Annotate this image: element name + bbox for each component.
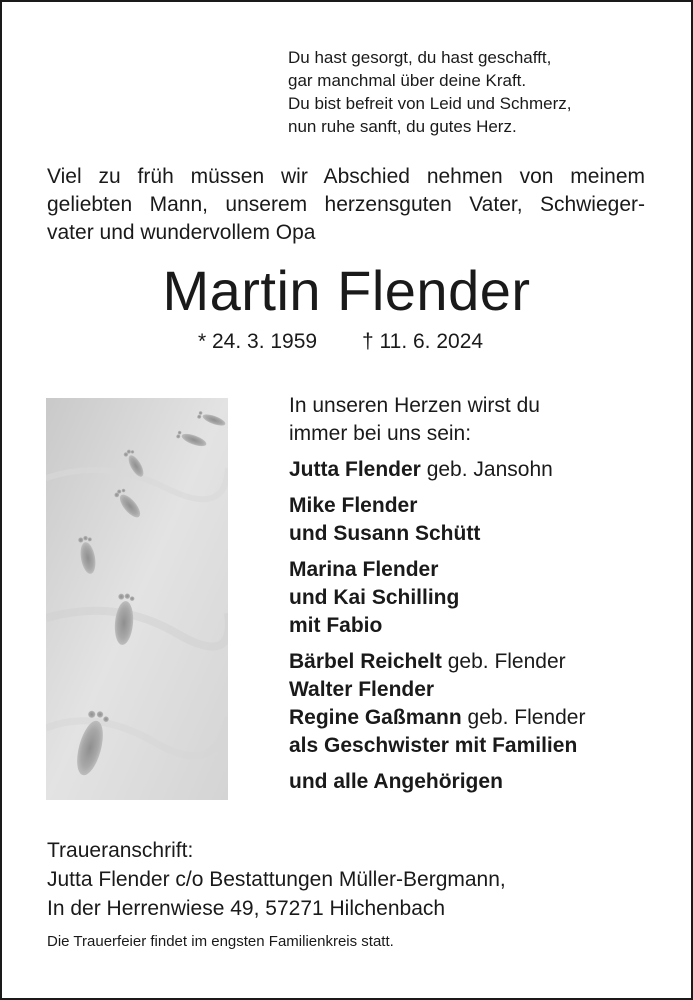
address-line: Jutta Flender c/o Bestattungen Müller-Bergmann,	[47, 868, 506, 891]
siblings-note: als Geschwister mit Familien	[289, 734, 578, 757]
mourner-wife	[289, 456, 669, 484]
all-relatives: und alle Angehörigen	[289, 770, 503, 793]
mourners-list	[289, 392, 669, 796]
mourner-name: Bärbel Reichelt	[289, 650, 442, 673]
mourner-name: mit Fabio	[289, 614, 383, 637]
address-line: In der Herrenwiese 49, 57271 Hilchenbach	[47, 897, 446, 920]
maiden-name: geb. Jansohn	[426, 458, 553, 481]
mourner-name: und Susann Schütt	[289, 522, 481, 545]
mourner-name: Marina Flender	[289, 558, 439, 581]
mourner-name: Walter Flender	[289, 678, 435, 701]
address-label: Traueranschrift:	[47, 839, 194, 862]
death-date: † 11. 6. 2024	[362, 330, 484, 353]
poem-line: gar manchmal über deine Kraft.	[288, 71, 527, 90]
mourner-sibling	[289, 704, 669, 732]
dedication-line: immer bei uns sein:	[289, 422, 472, 445]
funeral-note: Die Trauerfeier findet im engsten Familienkreis statt.	[47, 933, 394, 950]
intro-line: vater und wundervollem Opa	[47, 221, 316, 244]
mourner-name: und Kai Schilling	[289, 586, 460, 609]
intro-line: geliebten Mann, unserem herzensguten Vater, Schwieger-	[47, 193, 645, 216]
birth-date: * 24. 3. 1959	[198, 330, 318, 353]
mourner-sibling	[289, 648, 669, 676]
maiden-name: geb. Flender	[447, 650, 566, 673]
mourning-address	[47, 836, 647, 923]
dedication-line: In unseren Herzen wirst du	[289, 394, 540, 417]
footprints-in-sand-image	[46, 398, 228, 800]
deceased-name: Martin Flender	[162, 259, 531, 322]
poem-line: Du hast gesorgt, du hast geschafft,	[288, 48, 552, 67]
intro-line: Viel zu früh müssen wir Abschied nehmen von meinem	[47, 165, 645, 188]
mourner-name: Mike Flender	[289, 494, 418, 517]
poem-line: Du bist befreit von Leid und Schmerz,	[288, 94, 572, 113]
poem	[288, 46, 668, 138]
mourner-name: Jutta Flender	[289, 458, 421, 481]
maiden-name: geb. Flender	[467, 706, 586, 729]
poem-line: nun ruhe sanft, du gutes Herz.	[288, 117, 517, 136]
mourner-name: Regine Gaßmann	[289, 706, 462, 729]
intro-text	[47, 163, 645, 247]
